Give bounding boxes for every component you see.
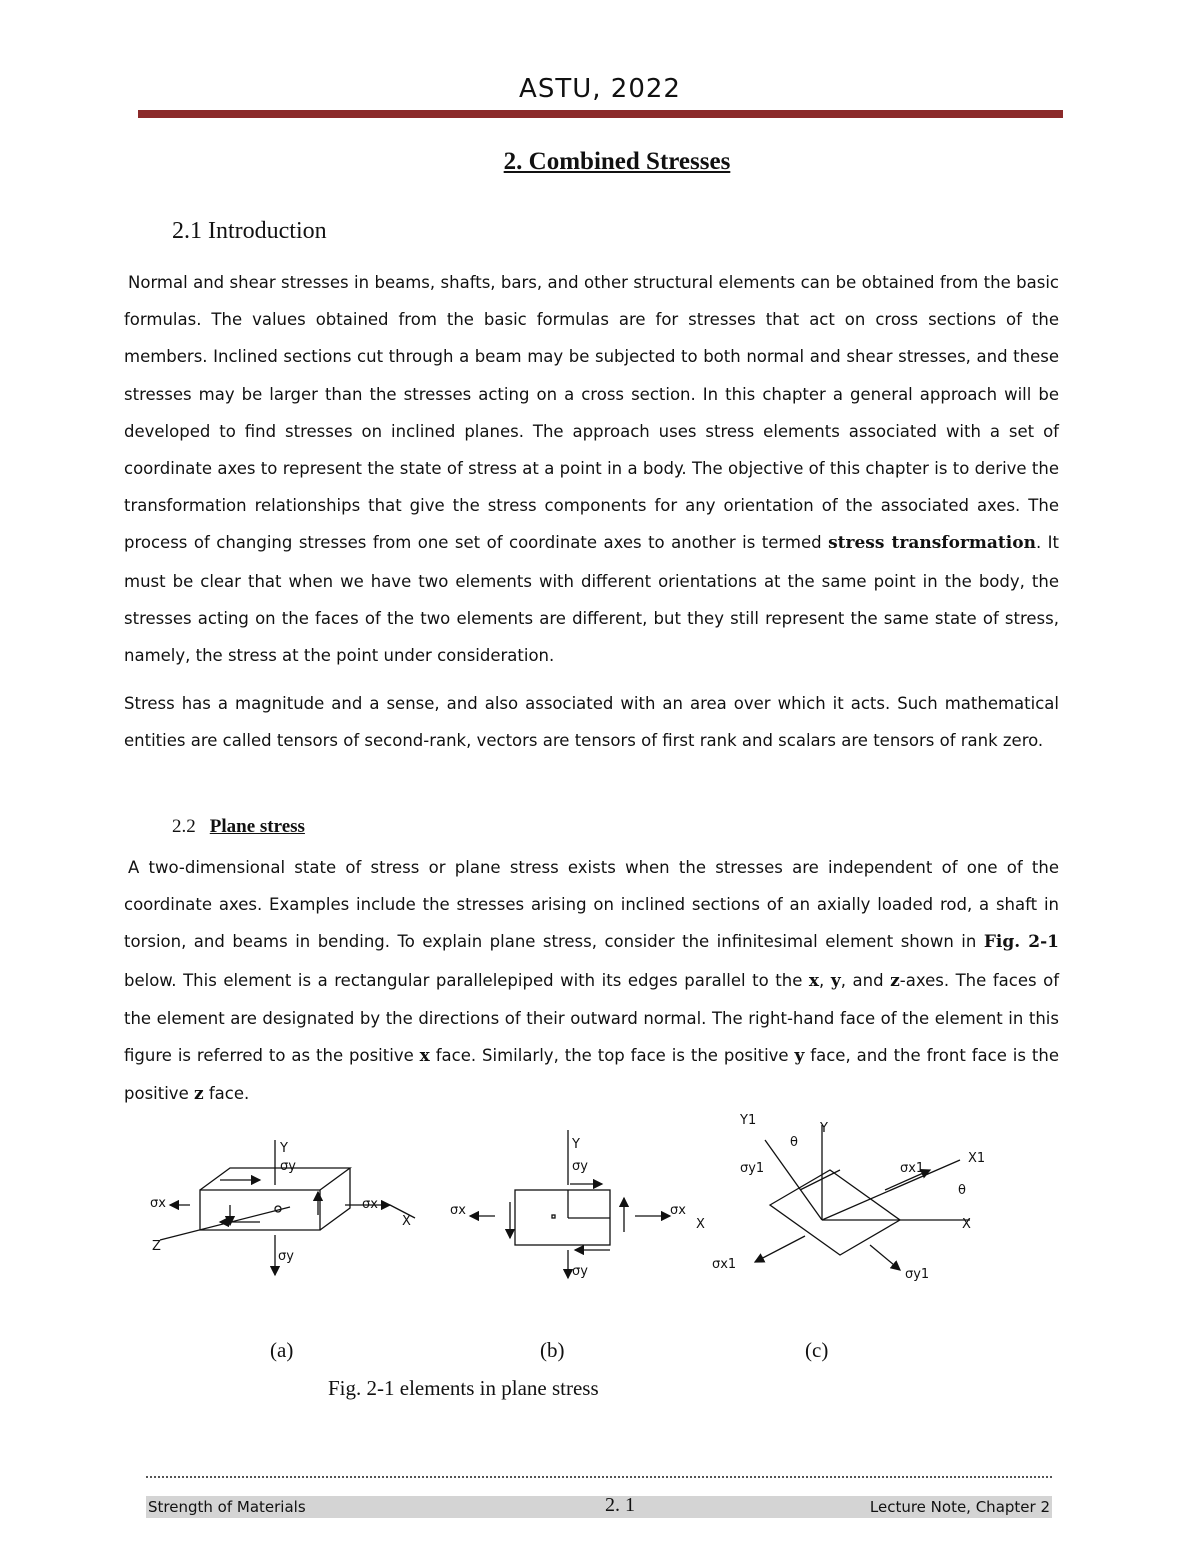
ps-comma-1: , — [819, 970, 831, 990]
label-y: Y — [280, 1141, 288, 1156]
figure-c-labels — [712, 1113, 985, 1282]
label-theta-c: θ — [790, 1135, 798, 1150]
ps-text-1: A two-dimensional state of stress or plane stress exists when the stresses are independent of one of the coordinate axes. Examples include the stresses arising on inclined sections of an axially loaded rod, a shaft in torsion, and beams in bending. To explain plane stress, consider the infinitesimal element shown in — [124, 858, 1059, 952]
intro-text-2: . It must be clear that when we have two elements with different orientations at the same point in the body, the stresses acting on the faces of the two elements are different, but they still represent the same state of stress, namely, the stress at the point under consideration. — [124, 533, 1059, 666]
footer-page-number: 2. 1 — [605, 1494, 635, 1516]
axis-y: y — [830, 970, 841, 991]
figure-sublabel-c: (c) — [805, 1338, 829, 1362]
label-x-b: X — [696, 1217, 705, 1232]
section-heading-plane-stress — [172, 816, 305, 838]
axis-x: x — [808, 970, 820, 991]
axis-y-face: y — [794, 1046, 805, 1067]
figure-b-labels — [450, 1137, 705, 1279]
ps-comma-2: , and — [840, 970, 891, 990]
label-sx-b: σx — [450, 1203, 466, 1218]
ps-text-3: -axes. The faces of the element are designated by the directions of their outward normal. The right-hand face of the element in this figure is referred to as the positive — [124, 970, 1060, 1066]
plane-stress-figures — [140, 1110, 1000, 1300]
header-title: ASTU, 2022 — [519, 74, 681, 104]
ps-text-2: below. This element is a rectangular parallelepiped with its edges parallel to the — [124, 970, 809, 990]
footer-right: Lecture Note, Chapter 2 — [869, 1498, 1050, 1516]
intro-paragraph-2: Stress has a magnitude and a sense, and also associated with an area over which it acts. Such mathematical entities are called tensors of second-rank, vectors are tensors of first rank and scalars are tensors of rank zero. — [124, 694, 1059, 751]
footer-divider — [146, 1476, 1052, 1478]
ps-text-6: face. — [203, 1084, 250, 1104]
label-sx: σx — [150, 1196, 166, 1211]
label-sy1-c: σy1 — [740, 1161, 765, 1176]
label-sx-b-right: σx — [670, 1203, 686, 1218]
plane-stress-paragraph — [124, 849, 1059, 1113]
figure-sublabel-a: (a) — [270, 1338, 294, 1362]
figure-sublabel-b: (b) — [540, 1338, 565, 1362]
label-x: X — [402, 1214, 411, 1229]
label-sx-right: σx — [362, 1197, 378, 1212]
section-heading-introduction: 2.1 Introduction — [172, 218, 327, 244]
section-title: Plane stress — [209, 816, 305, 837]
label-sy-bottom: σy — [278, 1249, 294, 1264]
section-number: 2.2 — [172, 816, 196, 837]
intro-paragraph-1 — [124, 264, 1059, 674]
label-sy-b: σy — [572, 1159, 588, 1174]
chapter-title: 2. Combined Stresses — [503, 148, 731, 175]
label-sx1-c-bottom: σx1 — [712, 1257, 737, 1272]
label-z: Z — [152, 1239, 161, 1254]
term-stress-transformation: stress transformation — [828, 533, 1036, 554]
label-sy-b-bottom: σy — [572, 1264, 588, 1279]
header-rule — [138, 110, 1063, 118]
axis-z-face: z — [193, 1084, 204, 1105]
figure-c-rotated-element — [755, 1125, 970, 1270]
fig-ref: Fig. 2-1 — [983, 932, 1060, 953]
axis-z: z — [890, 970, 900, 991]
intro-text-1: Normal and shear stresses in beams, shafts, bars, and other structural elements can be obtained from the basic formulas. The values obtained from the basic formulas are for stresses that act on cross sections of the members. Inclined sections cut through a beam may be subjected to both normal and shear stresses, and these stresses may be larger than the stresses acting on a cross section. In this chapter a general approach will be developed to find stresses on inclined planes. The approach uses stress elements associated with a set of coordinate axes to represent the state of stress at a point in a body. The objective of this chapter is to derive the transformation relationships that give the stress components for any orientation of the associated axes. The process of changing stresses from one set of coordinate axes to another is termed — [124, 273, 1059, 553]
figure-a-labels — [150, 1141, 411, 1264]
label-x-c: X — [962, 1217, 971, 1232]
label-y-c: Y — [820, 1121, 828, 1136]
label-sx1-c: σx1 — [900, 1161, 925, 1176]
label-y-b: Y — [572, 1137, 580, 1152]
axis-x-face: x — [419, 1046, 430, 1067]
figure-b-2d-element — [470, 1130, 670, 1278]
label-theta-c2: θ — [958, 1183, 966, 1198]
label-y1-c: Y1 — [740, 1113, 757, 1128]
label-sy: σy — [280, 1159, 296, 1174]
ps-text-5: face, and the front face is the positive — [124, 1046, 1059, 1104]
figure-caption: Fig. 2-1 elements in plane stress — [328, 1376, 599, 1400]
label-x1-c: X1 — [968, 1151, 986, 1166]
ps-text-4: face. Similarly, the top face is the positive — [429, 1046, 795, 1066]
label-sy1-c-bottom: σy1 — [905, 1267, 930, 1282]
footer-left: Strength of Materials — [148, 1498, 306, 1516]
